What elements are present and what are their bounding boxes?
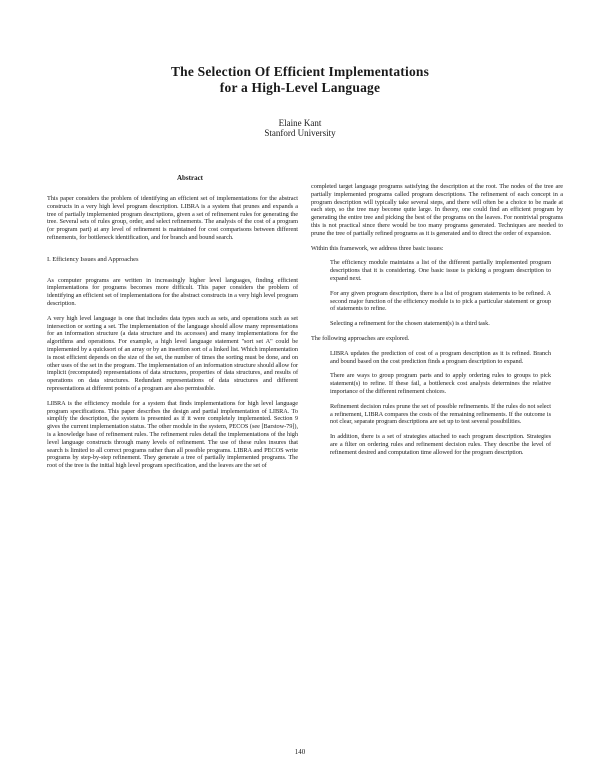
author-affiliation: Stanford University xyxy=(264,128,336,138)
section-1-heading: I. Efficiency Issues and Approaches xyxy=(47,255,139,263)
left-column xyxy=(47,185,298,477)
paper-title-line-1: The Selection Of Efficient Implementations xyxy=(170,64,430,79)
abstract-heading: Abstract xyxy=(176,174,204,182)
right-paragraph-1: completed target language programs satisfying the description at the root. The nodes of the tree are partially implemented programs called program descriptions. The refinement of each concept in a program description will typically take several steps, and there will often be a choice to be made at each step, so the tree may become quite large. In theory, one could find an efficient program by generating the entire tree and picking the best of the programs on the leaves. For nontrivial programs this is not practical since there would be too many programs generated. Techniques are needed to prune the tree of partially refined programs as it is generated and to direct the order of expansion. xyxy=(311,183,563,237)
approach-3: Refinement decision rules prune the set of possible refinements. If the rules do not select a refinement, LIBRA compares the costs of the remaining refinements. If the outcome is not clear, separate program descriptions are set up to test several possibilities. xyxy=(330,402,551,426)
section-1-paragraph-1: As computer programs are written in increasingly higher level languages, finding efficient implementations for programs becomes more difficult. This paper considers the problem of identifying an efficient set of implementations for the abstract constructs in a very high level program description. xyxy=(47,276,298,307)
paper-title-line-2: for a High-Level Language xyxy=(219,80,381,95)
issue-2: For any given program description, there is a list of program statements to be refined. A second major function of the efficiency module is to pick a particular statement or group of statements to refine. xyxy=(330,289,551,313)
abstract-text: This paper considers the problem of identifying an efficient set of implementations for the abstract constructs in a very high level program description. LIBRA is a system that prunes and expands a tree of partially implemented program descriptions, given a set of refinement rules for generating the tree. Several sets of rules group, order, and select refinements. The analysis of the cost of a program (or program part) at any level of refinement is maintained for cost comparisons between different refinements, for bottleneck identification, and for branch and bound search. xyxy=(47,195,298,241)
section-1-paragraph-2: A very high level language is one that includes data types such as sets, and operations such as set intersection or sorting a set. The implementation of the language should allow many representations for an information structure (a data structure and its accesses) and many implementations for the algorithms and operations. For example, a high level language statement "sort set A" could be implemented by a quicksort of an array or by an insertion sort of a linked list. Which implementation is most efficient depends on the size of the set, the number of times the sorting must be done, and on other uses of the set in the program. The implementation of an information structure should allow for implicit (recomputed) representations of data structures, properties of data structures, and results of operations on data structures. Redundant representations of data structures and different representations at different points of a program are also permissible. xyxy=(47,314,298,392)
approach-4: In addition, there is a set of strategies attached to each program description. Strategies are a filter on ordering rules and refinement decision rules. They describe the level of refinement desired and computation time allowed for the program description. xyxy=(330,433,551,456)
issue-3: Selecting a refinement for the chosen statement(s) is a third task. xyxy=(330,320,490,328)
page-number: 140 xyxy=(294,748,306,756)
issues-intro: Within this framework, we address three basic issues: xyxy=(311,244,444,252)
right-column xyxy=(311,183,563,464)
author-name: Elaine Kant xyxy=(278,118,322,128)
issue-1: The efficiency module maintains a list of the different partially implemented program descriptions that it is considering. One basic issue is picking a program description to expand next. xyxy=(330,259,551,282)
approaches-intro: The following approaches are explored. xyxy=(311,334,410,342)
approach-2: There are ways to group program parts and to apply ordering rules to groups to pick statement(s) to refine. If these fail, a bottleneck cost analysis determines the relative importance of the different refinement choices. xyxy=(330,372,551,395)
approach-1: LIBRA updates the prediction of cost of a program description as it is refined. Branch and bound based on the cost prediction finds a program description to expand. xyxy=(330,349,551,365)
section-1-paragraph-3: LIBRA is the efficiency module for a system that finds implementations for high level language program specifications. This paper describes the design and partial implementation of LIBRA. To simplify the description, the system is presented as if it were completely implemented. Section 9 gives the current implementation status. The other module in the system, PECOS (see [Barstow-79]), is a knowledge base of refinement rules. The refinement rules detail the implementations of the high level language constructs through many levels of refinement. The use of these rules insures that search is limited to all correct programs rather than all possible programs. LIBRA and PECOS write programs by step-by-step refinement. They generate a tree of partially implemented programs. The root of the tree is the initial high level program specification, and the leaves are the set of xyxy=(47,399,298,470)
